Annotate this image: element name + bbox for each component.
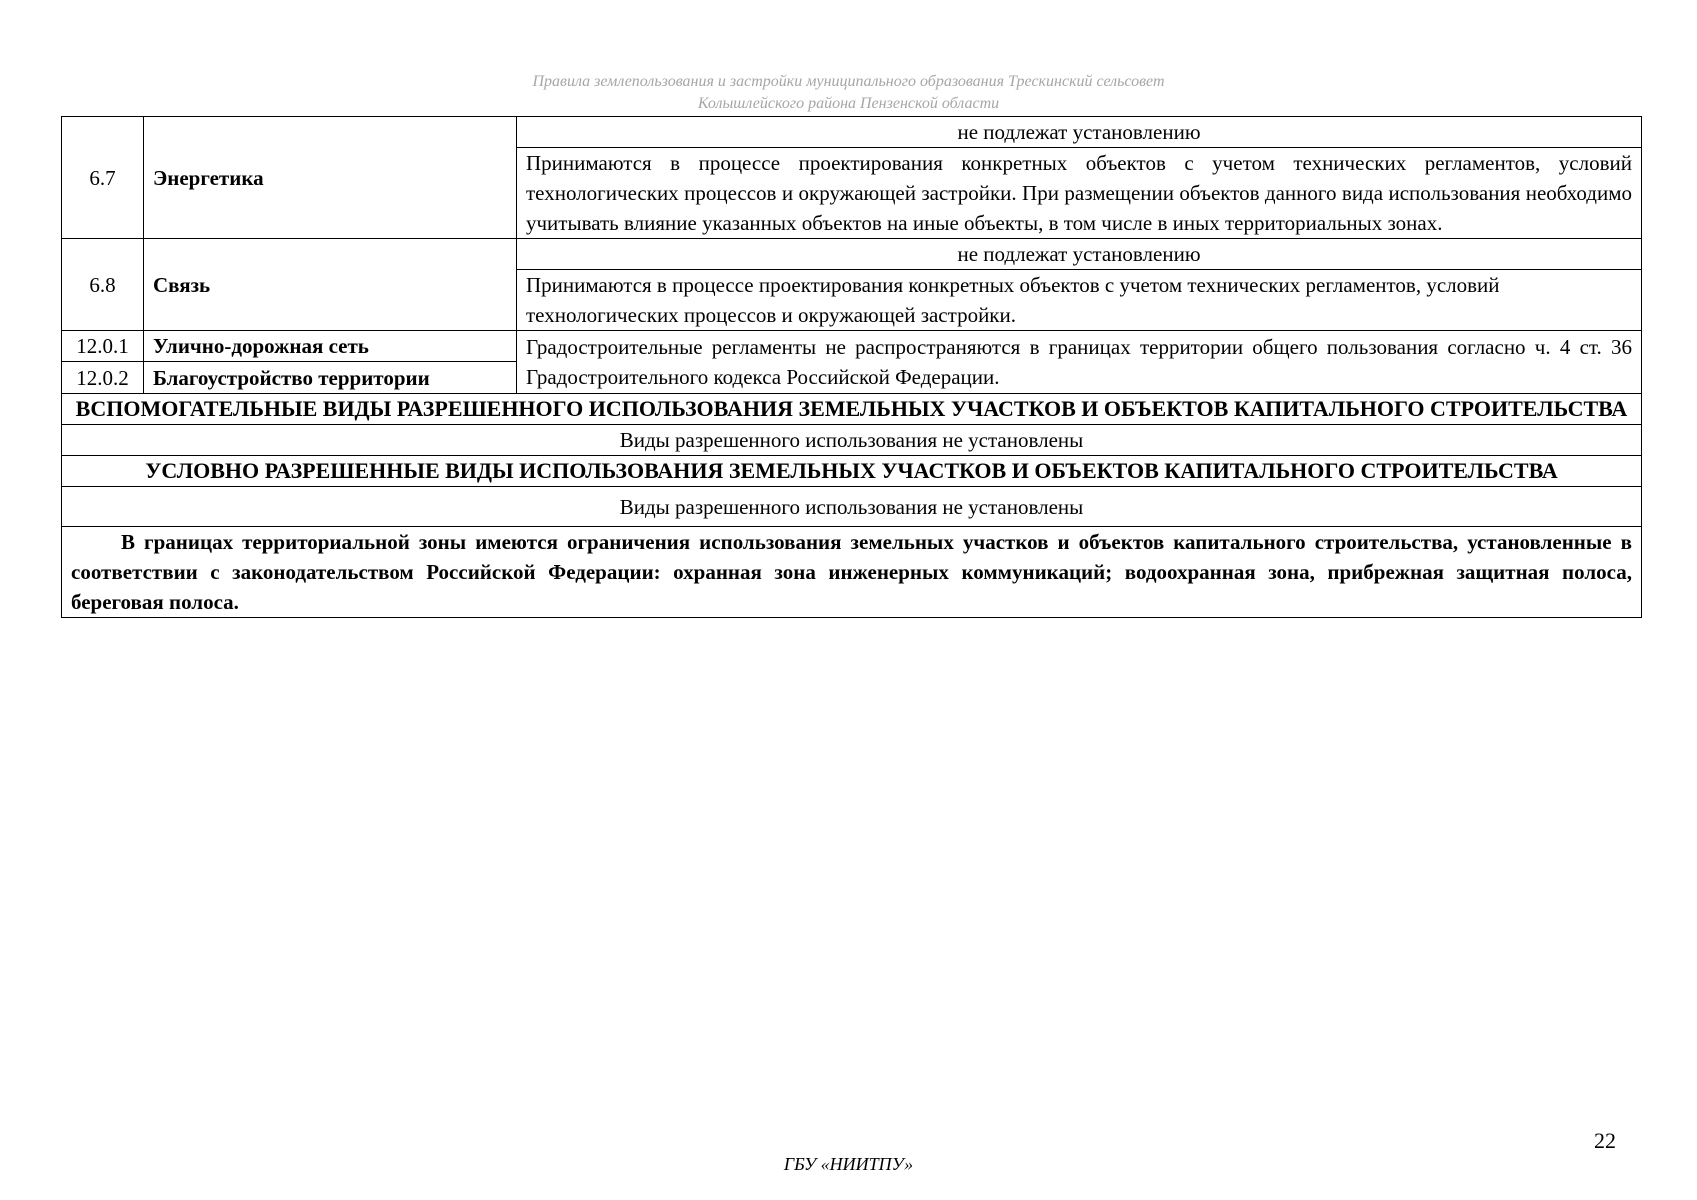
table-row bbox=[62, 487, 1642, 527]
page-footer: ГБУ «НИИТПУ» bbox=[783, 1154, 914, 1174]
row-code: 12.0.1 bbox=[62, 331, 144, 362]
row-params: не подлежат установлению bbox=[517, 239, 1642, 270]
section-header-row bbox=[62, 456, 1642, 487]
row-text: Принимаются в процессе проектирования конкретных объектов с учетом технических регламентов, условий технологических процессов и окружающей застройки. bbox=[517, 270, 1642, 331]
table-row bbox=[62, 331, 1642, 362]
row-code: 6.7 bbox=[62, 117, 144, 239]
table-row bbox=[62, 425, 1642, 456]
table-row bbox=[62, 239, 1642, 270]
row-name: Благоустройство территории bbox=[144, 362, 517, 394]
restrictions-note bbox=[62, 527, 1642, 618]
row-name: Связь bbox=[144, 239, 517, 331]
row-text: Принимаются в процессе проектирования конкретных объектов с учетом технических регламентов, условий технологических процессов и окружающей застройки. При размещении объектов данного вида использования необходимо учитывать влияние указанных объектов на иные объекты, в том числе в иных территориальных зонах. bbox=[517, 148, 1642, 239]
row-code: 6.8 bbox=[62, 239, 144, 331]
restrictions-note-text: В границах территориальной зоны имеются ограничения использования земельных участков и объектов капитального строительства, установленные в соответствии с законодательством Российской Федерации: охранная зона инженерных коммуникаций; водоохранная зона, прибрежная защитная полоса, береговая полоса. bbox=[71, 530, 1632, 614]
section-aux-title: ВСПОМОГАТЕЛЬНЫЕ ВИДЫ РАЗРЕШЕННОГО ИСПОЛЬЗОВАНИЯ ЗЕМЕЛЬНЫХ УЧАСТКОВ И ОБЪЕКТОВ КАПИТАЛЬНОГО СТРОИТЕЛЬСТВА bbox=[62, 394, 1642, 425]
section-cond-value: Виды разрешенного использования не установлены bbox=[62, 487, 1642, 527]
table-row bbox=[62, 117, 1642, 148]
section-cond-title: УСЛОВНО РАЗРЕШЕННЫЕ ВИДЫ ИСПОЛЬЗОВАНИЯ ЗЕМЕЛЬНЫХ УЧАСТКОВ И ОБЪЕКТОВ КАПИТАЛЬНОГО СТРОИТЕЛЬСТВА bbox=[62, 456, 1642, 487]
running-header-line-1: Правила землепользования и застройки муниципального образования Трескинский сельсовет bbox=[532, 73, 1165, 90]
row-params: не подлежат установлению bbox=[517, 117, 1642, 148]
regulations-table bbox=[61, 116, 1642, 618]
section-aux-value: Виды разрешенного использования не установлены bbox=[62, 425, 1642, 456]
running-header-line-2: Колышлейского района Пензенской области bbox=[697, 95, 1000, 112]
row-code: 12.0.2 bbox=[62, 362, 144, 394]
page-number: 22 bbox=[1594, 1128, 1616, 1153]
note-row bbox=[62, 527, 1642, 618]
row-name: Энергетика bbox=[144, 117, 517, 239]
section-header-row bbox=[62, 394, 1642, 425]
row-text: Градостроительные регламенты не распространяются в границах территории общего пользования согласно ч. 4 ст. 36 Градостроительного кодекса Российской Федерации. bbox=[517, 331, 1642, 394]
row-name: Улично-дорожная сеть bbox=[144, 331, 517, 362]
